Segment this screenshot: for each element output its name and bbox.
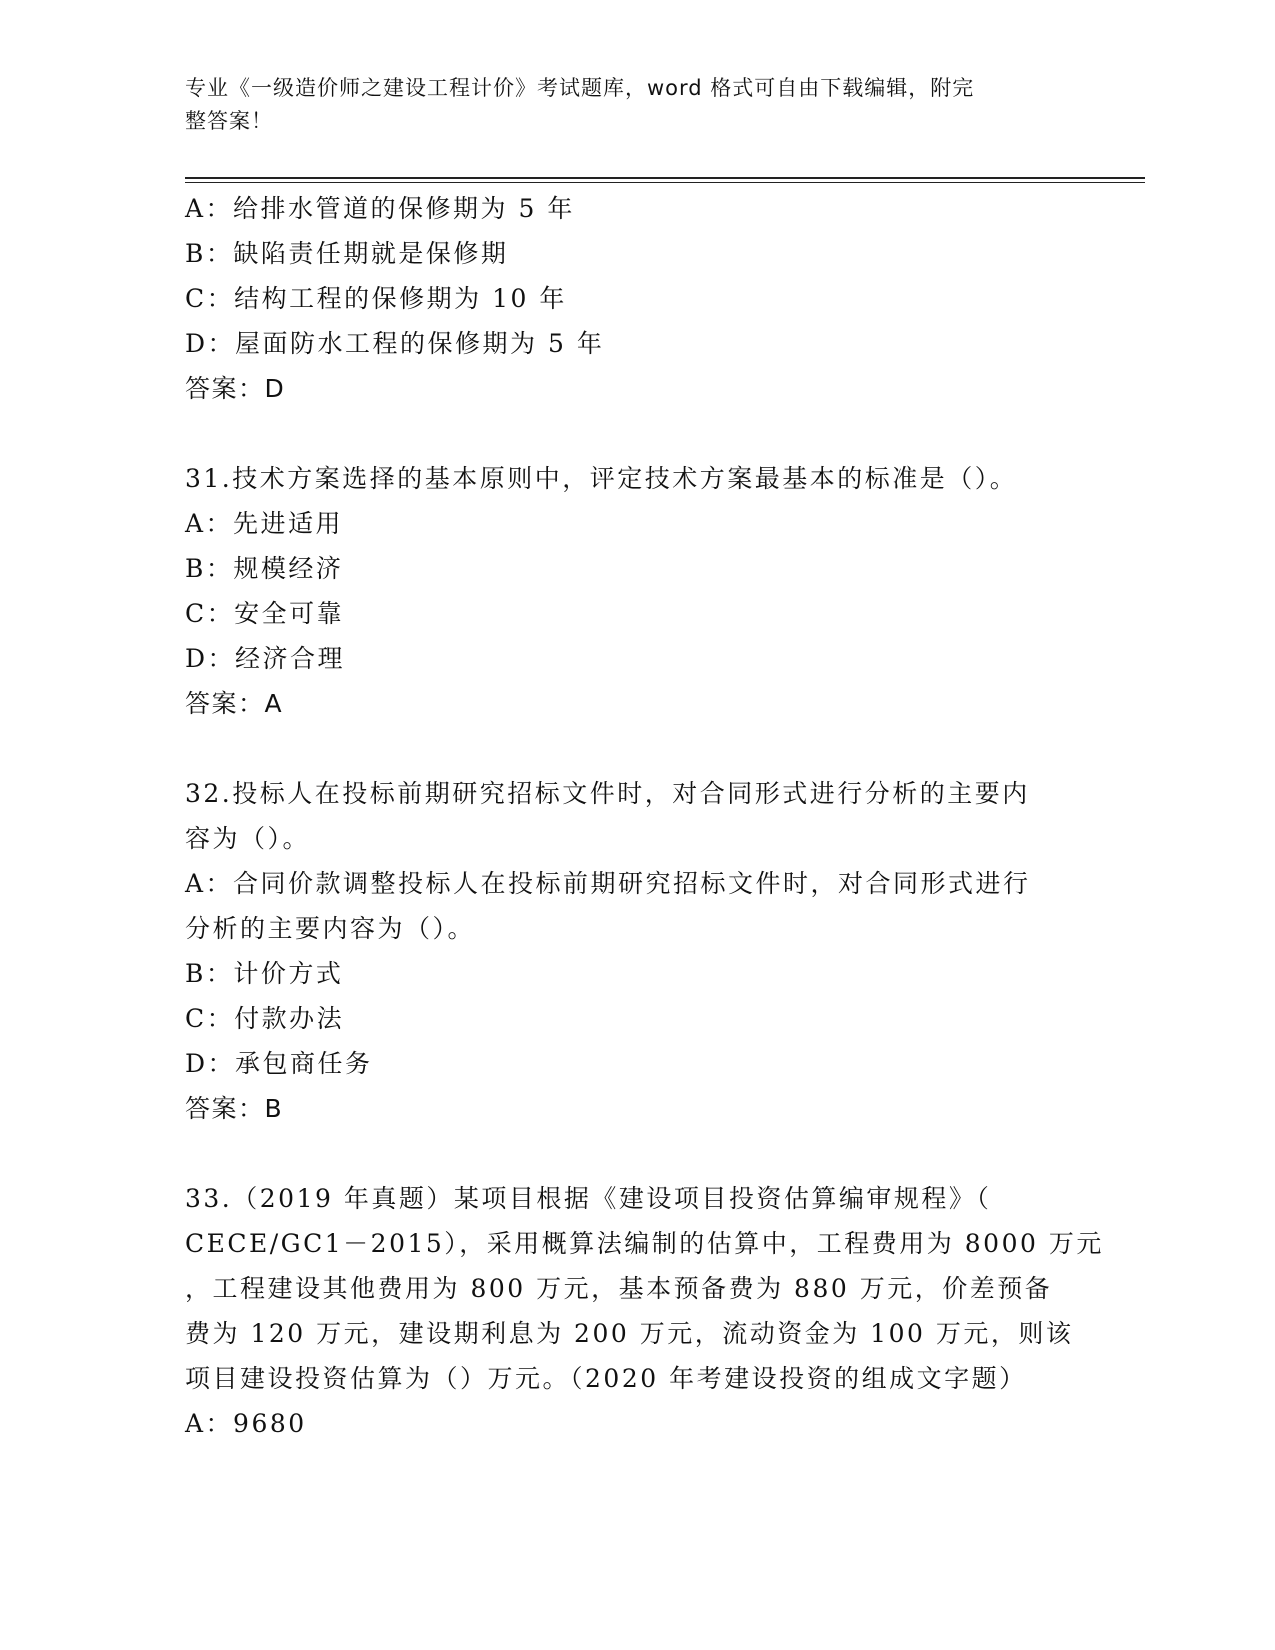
option-c: C：付款办法 [185,1004,345,1033]
spacer [185,411,1085,456]
question-stem-line-3: ，工程建设其他费用为 800 万元，基本预备费为 880 万元，价差预备 [185,1274,1053,1303]
question-stem-line-1: 32.投标人在投标前期研究招标文件时，对合同形式进行分析的主要内 [185,779,1030,808]
option-a: A：先进适用 [185,509,344,538]
header-line-1: 专业《一级造价师之建设工程计价》考试题库，word 格式可自由下载编辑，附完 [185,76,975,100]
option-a-line-1: A：合同价款调整投标人在投标前期研究招标文件时，对合同形式进行 [185,869,1031,898]
question-33 [185,1176,1104,1446]
option-d: D：屋面防水工程的保修期为 5 年 [185,329,605,358]
spacer [185,726,1085,771]
question-content [185,186,1104,1446]
option-c: C：安全可靠 [185,599,345,628]
option-c: C：结构工程的保修期为 10 年 [185,284,567,313]
option-b: B：缺陷责任期就是保修期 [185,239,509,268]
answer-label: 答案：A [185,689,284,718]
question-32 [185,771,1085,1131]
option-d: D：经济合理 [185,644,346,673]
question-stem: 31.技术方案选择的基本原则中，评定技术方案最基本的标准是（）。 [185,464,1018,493]
answer-label: 答案：D [185,374,286,403]
question-stem-line-1: 33.（2019 年真题）某项目根据《建设项目投资估算编审规程》（ [185,1184,992,1213]
header-line-2: 整答案！ [185,109,273,133]
question-stem-line-5: 项目建设投资估算为（）万元。（2020 年考建设投资的组成文字题） [185,1364,1027,1393]
answer-label: 答案：B [185,1094,284,1123]
question-stem-line-4: 费为 120 万元，建设期利息为 200 万元，流动资金为 100 万元，则该 [185,1319,1074,1348]
option-a: A：9680 [185,1409,307,1438]
option-b: B：计价方式 [185,959,344,988]
question-31 [185,456,1085,726]
option-b: B：规模经济 [185,554,344,583]
question-30 [185,186,1085,411]
header-divider-bottom [185,182,1145,183]
header-divider-top [185,177,1145,179]
document-header [185,72,1065,138]
spacer [185,1131,1085,1176]
question-stem-line-2: CECE/GC1－2015），采用概算法编制的估算中，工程费用为 8000 万元 [185,1229,1104,1258]
option-d: D：承包商任务 [185,1049,373,1078]
option-a: A：给排水管道的保修期为 5 年 [185,194,575,223]
question-stem-line-2: 容为（）。 [185,824,311,853]
option-a-line-2: 分析的主要内容为（）。 [185,914,476,943]
